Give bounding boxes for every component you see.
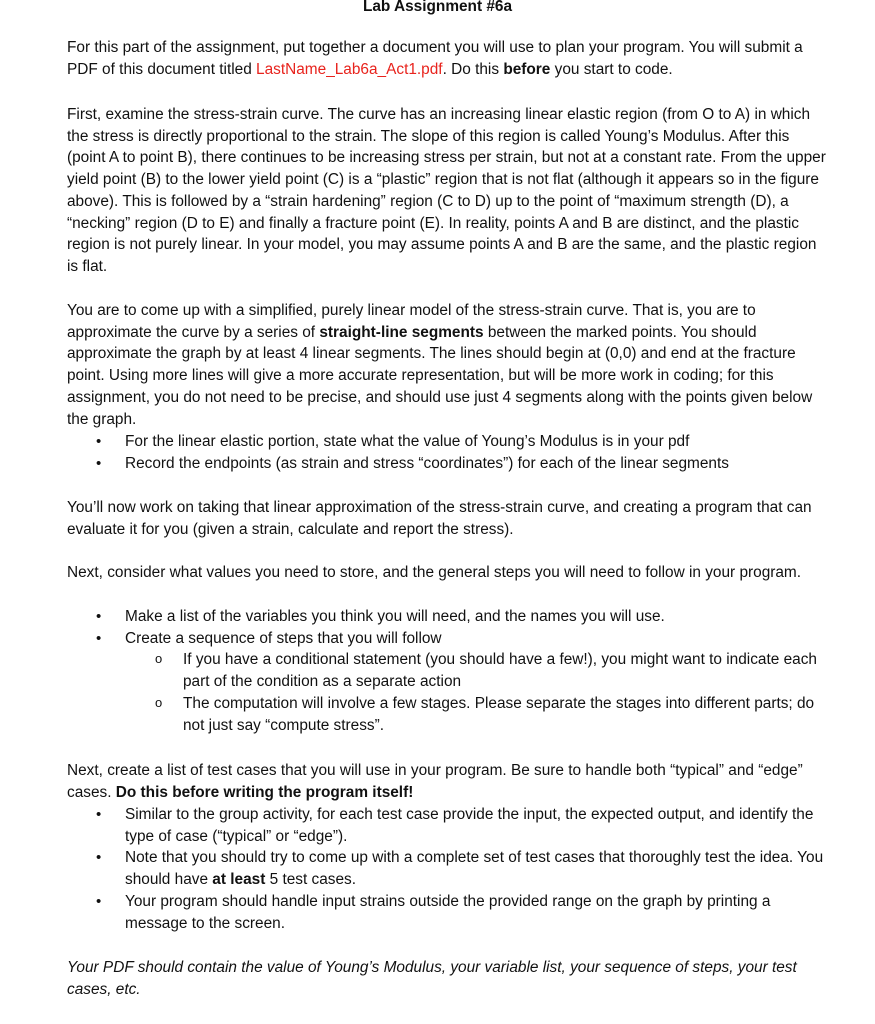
page-title: Lab Assignment #6a <box>362 0 513 15</box>
list-item-text-2: 5 test cases. <box>265 871 357 889</box>
program-paragraph: You’ll now work on taking that linear approximation of the stress-strain curve, and creating a program that can evaluate it for you (given a strain, calculate and report the stress). <box>67 499 812 538</box>
list-item: • Record the endpoints (as strain and stress “coordinates”) for each of the linear segments <box>67 453 827 475</box>
sub-list-item: o If you have a conditional statement (you should have a few!), you might want to indicate each part of the condition as a separate action <box>125 649 827 692</box>
list-item-text: Note that you should try to come up with a complete set of test cases that thoroughly test the idea. You should have <box>125 849 824 889</box>
list-item: • Make a list of the variables you think you will need, and the names you will use. <box>67 606 827 628</box>
list-item <box>67 847 827 890</box>
test-cases-bullets <box>67 804 827 934</box>
intro-text-3: you start to code. <box>550 60 673 78</box>
pdf-filename: LastName_Lab6a_Act1.pdf <box>256 60 443 78</box>
intro-paragraph <box>67 37 827 80</box>
sub-list-item: o The computation will involve a few stages. Please separate the stages into different parts; do not just say “compute stress”. <box>125 693 827 736</box>
stress-strain-paragraph: First, examine the stress-strain curve. The curve has an increasing linear elastic region (from O to A) in which the stress is directly proportional to the strain. The slope of this region is called Young’s Modulus. After this (point A to point B), there continues to be increasing stress per strain, but not at a constant rate. From the upper yield point (B) to the lower yield point (C) is a “plastic” region that is not flat (although it appears so in the figure above). This is followed by a “strain hardening” region (C to D) up to the point of “maximum strength (D), a “necking” region (D to E) and finally a fracture point (E). In reality, points A and B are distinct, and the plastic region is not purely linear. In your model, you may assume points A and B are the same, and the plastic region is flat. <box>67 106 826 275</box>
list-item <box>67 628 827 737</box>
intro-text: For this part of the assignment, put together a document you will use to plan your program. You will submit a PDF of this document titled <box>67 39 803 78</box>
planning-paragraph: Next, consider what values you need to store, and the general steps you will need to follow in your program. <box>67 564 802 581</box>
list-item: • Your program should handle input strains outside the provided range on the graph by printing a message to the screen. <box>67 891 827 934</box>
linear-model-bullets <box>67 431 827 474</box>
test-cases-text: Next, create a list of test cases that you will use in your program. Be sure to handle both “typical” and “edge” cases. <box>67 762 803 801</box>
intro-text-2: . Do this <box>442 60 504 78</box>
list-item-text: Create a sequence of steps that you will follow <box>125 629 442 647</box>
test-cases-paragraph <box>67 760 827 803</box>
at-least-emphasis: at least <box>212 871 266 889</box>
steps-sub-bullets <box>125 649 827 736</box>
test-cases-emphasis: Do this before writing the program itself! <box>115 783 414 801</box>
linear-model-paragraph <box>67 300 827 430</box>
list-item: • For the linear elastic portion, state what the value of Young’s Modulus is in your pdf <box>67 431 827 453</box>
list-item: • Similar to the group activity, for each test case provide the input, the expected output, and identify the type of case (“typical” or “edge”). <box>67 804 827 847</box>
before-emphasis: before <box>503 60 551 78</box>
planning-bullets <box>67 606 827 736</box>
closing-note: Your PDF should contain the value of Young’s Modulus, your variable list, your sequence of steps, your test cases, etc. <box>67 959 797 998</box>
linear-model-text-2: between the marked points. You should approximate the graph by at least 4 linear segments. The lines should begin at (0,0) and end at the fracture point. Using more lines will give a more accurate representation, but will be more work in coding; for this assignment, you do not need to be precise, and should use just 4 segments along with the points given below the graph. <box>67 323 813 428</box>
linear-model-text: You are to come up with a simplified, purely linear model of the stress-strain curve. That is, you are to approximate the curve by a series of <box>67 302 756 341</box>
straight-line-emphasis: straight-line segments <box>319 323 484 341</box>
